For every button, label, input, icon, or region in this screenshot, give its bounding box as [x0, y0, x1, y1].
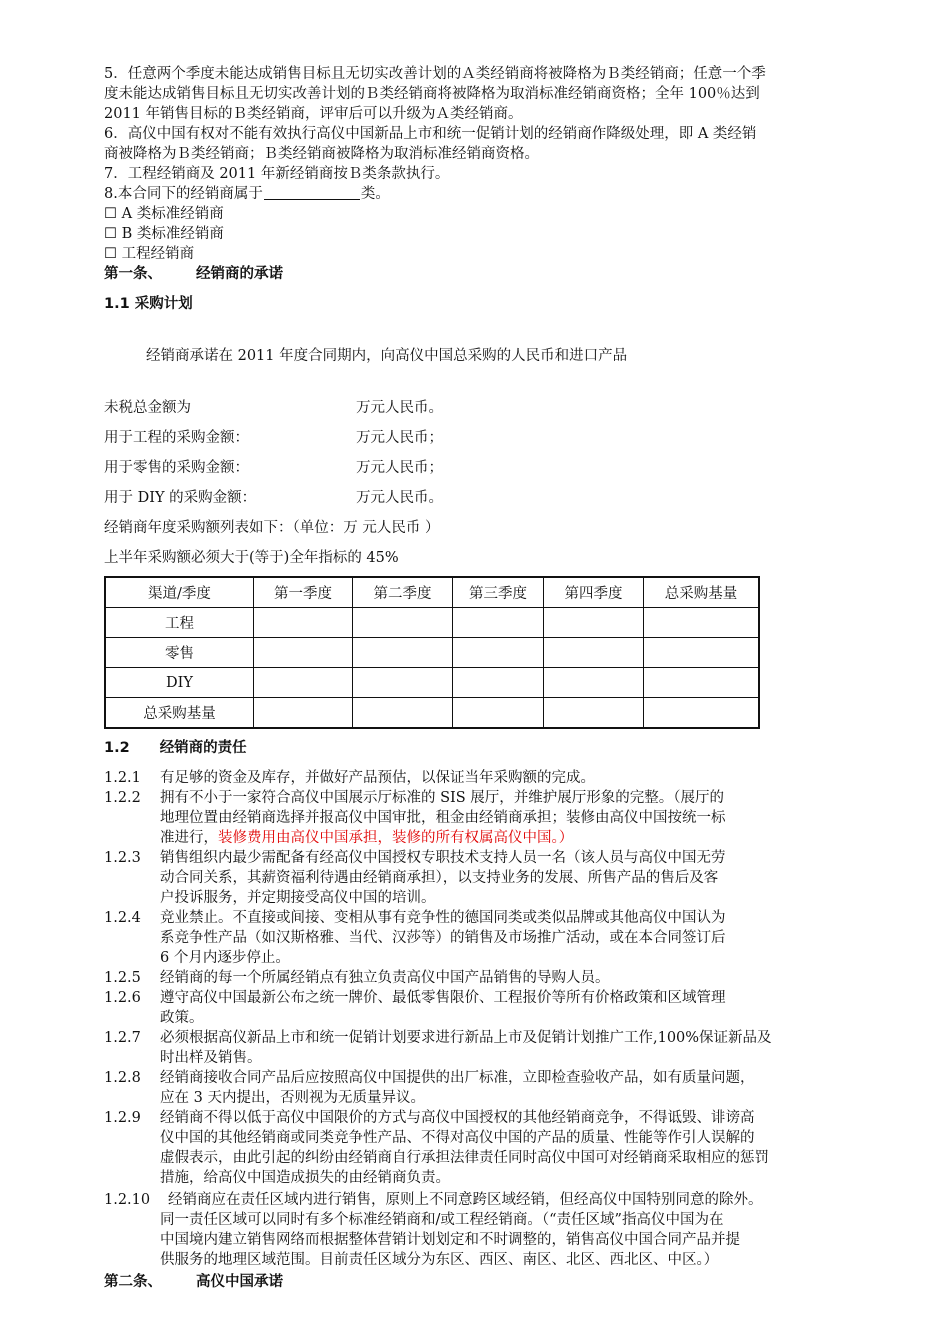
item-text: 6 个月内逐步停止。 [160, 950, 290, 966]
item-text: 时出样及销售。 [160, 1050, 262, 1066]
item-number: 1.2.9 [104, 1110, 141, 1126]
option-b-checkbox[interactable]: ☐ B 类标准经销商 [104, 226, 224, 242]
item-text: 户投诉服务，并定期接受高仪中国的培训。 [160, 890, 436, 906]
table-row [105, 608, 759, 638]
item-text: 经销商应在责任区域内进行销售，原则上不同意跨区域经销，但经高仪中国特别同意的除外。 [168, 1192, 763, 1208]
item-text: 系竞争性产品（如汉斯格雅、当代、汉莎等）的销售及市场推广活动，或在本合同签订后 [160, 930, 726, 946]
section-1-2-number: 1.2 [104, 740, 130, 756]
item-text: 遵守高仪中国最新公布之统一牌价、最低零售限价、工程报价等所有价格政策和区域管理 [160, 990, 726, 1006]
amount-diy-unit: 万元人民币。 [356, 490, 443, 506]
section-1-2-heading [104, 738, 247, 758]
item-text: 有足够的资金及库存，并做好产品预估，以保证当年采购额的完成。 [160, 770, 595, 786]
table-cell[interactable] [353, 698, 453, 729]
option-engineering-checkbox[interactable]: ☐ 工程经销商 [104, 246, 195, 262]
table-cell[interactable] [353, 638, 453, 668]
rule-5-line-1: 5．任意两个季度未能达成销售目标且无切实改善计划的Ａ类经销商将被降格为Ｂ类经销商；任意一个季 [104, 66, 766, 82]
article-2-heading [104, 1272, 283, 1292]
rule-6-line-1: 6．高仪中国有权对不能有效执行高仪中国新品上市和统一促销计划的经销商作降级处理，即 A 类经销 [104, 126, 757, 142]
purchase-intro: 经销商承诺在 2011 年度合同期内，向高仪中国总采购的人民币和进口产品 [146, 348, 628, 364]
table-cell[interactable] [353, 668, 453, 698]
table-header-cell: 第二季度 [353, 577, 453, 608]
table-cell[interactable] [254, 638, 353, 668]
table-cell[interactable] [544, 608, 644, 638]
article-2-number: 第二条、 [104, 1274, 162, 1290]
table-header-cell: 总采购基量 [644, 577, 760, 608]
rule-8 [104, 184, 390, 204]
section-1-1-title: 1.1 采购计划 [104, 296, 193, 312]
rule-5-line-2: 度未能达成销售目标且无切实改善计划的Ｂ类经销商将被降格为取消标准经销商资格；全年 100％达到 [104, 86, 760, 102]
item-number: 1.2.8 [104, 1070, 141, 1086]
article-2-title: 高仪中国承诺 [196, 1274, 283, 1290]
item-text-highlight: 装修费用由高仪中国承担，装修的所有权属高仪中国。） [218, 830, 574, 846]
article-1-heading [104, 264, 283, 284]
item-text: 经销商接收合同产品后应按照高仪中国提供的出厂标准，立即检查验收产品，如有质量问题， [160, 1070, 755, 1086]
amount-engineering-label: 用于工程的采购金额： [104, 430, 249, 446]
row-label: 工程 [105, 608, 254, 638]
item-text: 拥有不小于一家符合高仪中国展示厅标准的 SIS 展厅，并维护展厅形象的完整。（展厅的 [160, 790, 725, 806]
table-cell[interactable] [644, 608, 760, 638]
table-cell[interactable] [254, 698, 353, 729]
section-1-2-title: 经销商的责任 [159, 740, 247, 756]
table-header-cell: 第四季度 [544, 577, 644, 608]
table-cell[interactable] [644, 698, 760, 729]
rule-6-line-2: 商被降格为Ｂ类经销商；Ｂ类经销商被降格为取消标准经销商资格。 [104, 146, 539, 162]
rule-8-prefix: 8.本合同下的经销商属于 [104, 186, 263, 202]
item-number: 1.2.4 [104, 910, 141, 926]
row-label: 总采购基量 [105, 698, 254, 729]
item-text: 供服务的地理区域范围。目前责任区域分为东区、西区、南区、北区、西北区、中区。） [160, 1252, 719, 1268]
item-text: 应在 3 天内提出，否则视为无质量异议。 [160, 1090, 425, 1106]
amount-total-unit: 万元人民币。 [356, 400, 443, 416]
item-text: 经销商不得以低于高仪中国限价的方式与高仪中国授权的其他经销商竞争，不得诋毁、诽谤高 [160, 1110, 755, 1126]
item-text: 虚假表示，由此引起的纠纷由经销商自行承担法律责任同时高仪中国可对经销商采取相应的惩罚 [160, 1150, 769, 1166]
table-cell[interactable] [453, 638, 544, 668]
amount-retail-unit: 万元人民币； [356, 460, 443, 476]
table-row [105, 638, 759, 668]
item-text: 仪中国的其他经销商或同类竞争性产品、不得对高仪中国的产品的质量、性能等作引人误解的 [160, 1130, 755, 1146]
rule-5-line-3: 2011 年销售目标的Ｂ类经销商，评审后可以升级为Ａ类经销商。 [104, 106, 523, 122]
item-text-plain: 准进行， [160, 830, 218, 846]
item-number: 1.2.10 [104, 1192, 151, 1208]
item-text: 中国境内建立销售网络而根据整体营销计划划定和不时调整的，销售高仪中国合同产品并提 [160, 1232, 740, 1248]
article-1-title: 经销商的承诺 [196, 266, 283, 282]
row-label: DIY [105, 668, 254, 698]
table-cell[interactable] [453, 668, 544, 698]
table-cell[interactable] [453, 698, 544, 729]
item-text: 政策。 [160, 1010, 204, 1026]
item-text: 地理位置由经销商选择并报高仪中国审批，租金由经销商承担；装修由高仪中国按统一标 [160, 810, 726, 826]
table-cell[interactable] [544, 638, 644, 668]
table-cell[interactable] [544, 698, 644, 729]
amount-engineering-unit: 万元人民币； [356, 430, 443, 446]
item-text [160, 828, 573, 848]
item-number: 1.2.1 [104, 770, 141, 786]
table-header-row [105, 577, 759, 608]
dealer-type-blank[interactable] [264, 185, 360, 200]
table-header-cell: 第一季度 [254, 577, 353, 608]
table-row [105, 698, 759, 729]
table-cell[interactable] [254, 668, 353, 698]
amount-diy-label: 用于 DIY 的采购金额： [104, 490, 257, 506]
table-header-cell: 第三季度 [453, 577, 544, 608]
rule-8-suffix: 类。 [360, 186, 390, 202]
amount-retail-label: 用于零售的采购金额： [104, 460, 249, 476]
item-text: 经销商的每一个所属经销点有独立负责高仪中国产品销售的导购人员。 [160, 970, 610, 986]
item-number: 1.2.7 [104, 1030, 141, 1046]
table-cell[interactable] [254, 608, 353, 638]
table-cell[interactable] [544, 668, 644, 698]
table-header-cell: 渠道/季度 [105, 577, 254, 608]
item-number: 1.2.2 [104, 790, 141, 806]
purchase-table [104, 576, 760, 729]
table-caption: 经销商年度采购额列表如下：（单位：万 元人民币 ） [104, 520, 440, 536]
item-text: 竞业禁止。不直接或间接、变相从事有竞争性的德国同类或类似品牌或其他高仪中国认为 [160, 910, 726, 926]
amount-total-label: 未税总金额为 [104, 400, 191, 416]
rule-7: 7．工程经销商及 2011 年新经销商按Ｂ类条款执行。 [104, 166, 450, 182]
item-text: 动合同关系，其薪资福利待遇由经销商承担），以支持业务的发展、所售产品的售后及客 [160, 870, 719, 886]
row-label: 零售 [105, 638, 254, 668]
item-number: 1.2.5 [104, 970, 141, 986]
item-number: 1.2.3 [104, 850, 141, 866]
item-text: 必须根据高仪新品上市和统一促销计划要求进行新品上市及促销计划推广工作,100%保证新品及 [160, 1030, 772, 1046]
table-cell[interactable] [353, 608, 453, 638]
half-year-note: 上半年采购额必须大于(等于)全年指标的 45% [104, 550, 399, 566]
table-cell[interactable] [644, 638, 760, 668]
table-row [105, 668, 759, 698]
article-1-number: 第一条、 [104, 266, 162, 282]
item-number: 1.2.6 [104, 990, 141, 1006]
table-cell[interactable] [453, 608, 544, 638]
item-text: 同一责任区域可以同时有多个标准经销商和/或工程经销商。（“责任区域”指高仪中国为在 [160, 1212, 724, 1228]
table-cell[interactable] [644, 668, 760, 698]
option-a-checkbox[interactable]: ☐ A 类标准经销商 [104, 206, 224, 222]
item-text: 措施，给高仪中国造成损失的由经销商负责。 [160, 1170, 450, 1186]
item-text: 销售组织内最少需配备有经高仪中国授权专职技术支持人员一名（该人员与高仪中国无劳 [160, 850, 726, 866]
